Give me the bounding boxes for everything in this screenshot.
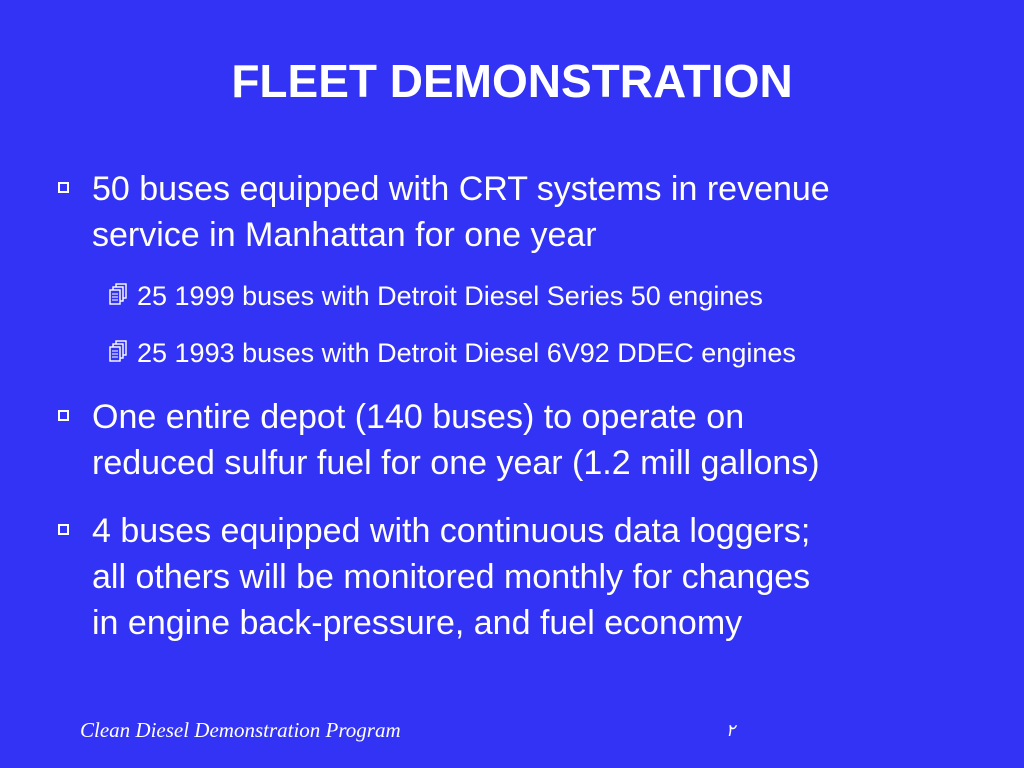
hollow-square-icon — [58, 410, 69, 421]
hollow-square-icon — [58, 182, 69, 193]
stacked-pages-icon — [108, 339, 128, 365]
footer-page-number: ۲ — [726, 721, 736, 740]
bullet-text: One entire depot (140 buses) to operate on reduced sulfur fuel for one year (1.2 mill gallons) — [92, 398, 820, 482]
sub-bullet-text: 25 1993 buses with Detroit Diesel 6V92 DDEC engines — [137, 338, 796, 368]
bullet-item — [58, 508, 998, 646]
hollow-square-icon — [58, 524, 69, 535]
footer-program-name: Clean Diesel Demonstration Program — [80, 718, 401, 742]
stacked-pages-icon — [108, 282, 128, 308]
sub-bullet-text: 25 1999 buses with Detroit Diesel Series 50 engines — [137, 281, 763, 311]
bullet-text: 4 buses equipped with continuous data loggers; all others will be monitored monthly for changes in engine back-pressure, and fuel economy — [92, 512, 811, 642]
slide-title: FLEET DEMONSTRATION — [231, 55, 793, 107]
sub-bullet-item — [108, 336, 988, 370]
bullet-item — [58, 166, 998, 258]
sub-bullet-item — [108, 279, 988, 313]
bullet-item — [58, 394, 998, 486]
bullet-text: 50 buses equipped with CRT systems in revenue service in Manhattan for one year — [92, 170, 830, 254]
